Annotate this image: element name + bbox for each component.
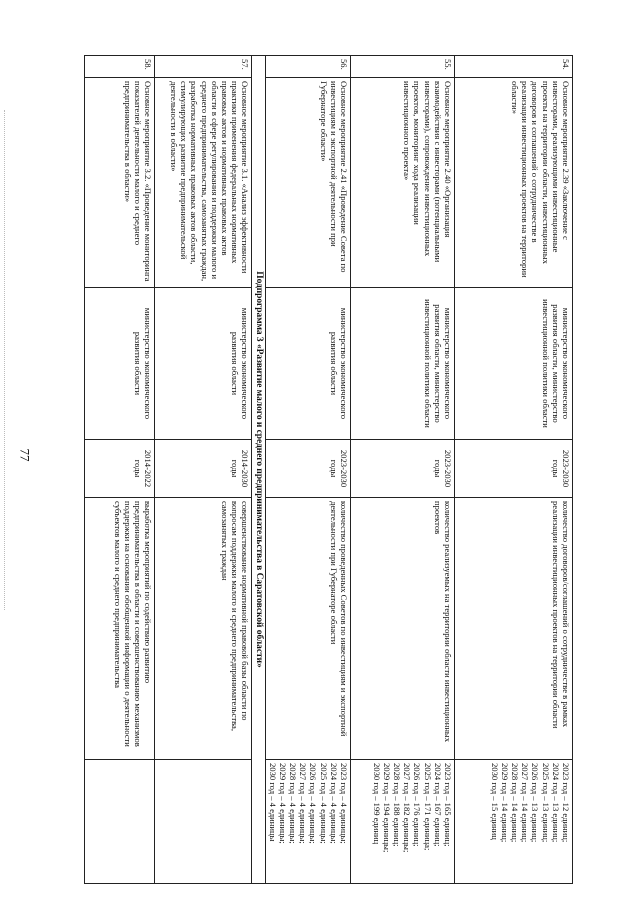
indicator-value: 2026 год – 13 единиц; — [530, 763, 541, 843]
indicator-value: 2025 год – 4 единицы; — [318, 763, 329, 844]
row-number: 55. — [351, 56, 455, 78]
table-row — [85, 56, 155, 884]
row-number: 54. — [455, 56, 573, 78]
indicator-value: 2029 год – 4 единицы; — [277, 763, 288, 844]
indicator-value: 2028 год – 188 единиц; — [391, 763, 402, 847]
table-row — [155, 56, 252, 884]
indicator: совершенствование нормативной правовой базы области по вопросам поддержки малого и среднего предпринимательства, самозанятых граждан — [155, 498, 252, 760]
indicator-value: 2027 год – 14 единиц; — [520, 763, 531, 843]
measure-name: Основное мероприятие 3.1. «Анализ эффективности практики применения федеральных нормативных правовых актов и нормативных правовых актов области в сфере регулирования и поддержки малого и среднего предпринимательства, самозанятых граждан, разработка нормативных правовых актов области, стимулирующих развитие предпринимательской деятельности в области» — [155, 78, 252, 288]
executor: министерство экономического развития области — [155, 288, 252, 440]
indicator-value: 2028 год – 14 единиц; — [509, 763, 520, 843]
indicator-value: 2030 год – 15 единиц — [489, 763, 500, 840]
implementation-years: 2014-2030 годы — [155, 440, 252, 498]
indicator-values — [266, 760, 351, 884]
implementation-years: 2023-2030 годы — [266, 440, 351, 498]
table-row — [351, 56, 455, 884]
indicator-value: 2024 год – 13 единиц; — [550, 763, 561, 843]
page-number: 77 — [17, 448, 33, 462]
indicator-value: 2027 год – 182 единицы; — [402, 763, 413, 853]
row-number: 56. — [266, 56, 351, 78]
implementation-years: 2014-2022 годы — [85, 440, 155, 498]
implementation-years: 2023-2030 годы — [455, 440, 573, 498]
indicator-value: 2025 год – 13 единиц; — [540, 763, 551, 843]
indicator-values — [155, 760, 252, 884]
scan-margin-mark — [4, 110, 6, 610]
measure-name: Основное мероприятие 2.41 «Проведение Совета по инвестициям и экспортной деятельности при Губернаторе области» — [266, 78, 351, 288]
indicator-value: 2026 год – 4 единицы; — [308, 763, 319, 844]
indicator: выработка мероприятий по содействию развитию предпринимательства в области и совершенствованию механизмов поддержки на основании обобщенной информации о деятельности субъектов малого и среднего предпринимательства — [85, 498, 155, 760]
indicator: количество договоров/соглашений о сотрудничестве в рамках реализации инвестиционных проектов на территории области — [455, 498, 573, 760]
indicator-values — [455, 760, 573, 884]
indicator-value: 2029 год – 14 единиц; — [499, 763, 510, 843]
row-number: 57. — [155, 56, 252, 78]
executor: министерство экономического развития области — [266, 288, 351, 440]
measure-name: Основное мероприятие 2.40 «Организация взаимодействия с инвесторами (потенциальными инвесторами), сопровождение инвестиционных проектов, мониторинг хода реализации инвестиционного проекта» — [351, 78, 455, 288]
indicator-value: 2023 год – 12 единиц; — [561, 763, 571, 843]
executor: министерство экономического развития области — [85, 288, 155, 440]
implementation-years: 2023-2030 годы — [351, 440, 455, 498]
indicator-value: 2028 год – 4 единицы; — [287, 763, 298, 844]
indicator-value: 2023 год – 4 единицы; — [339, 763, 349, 844]
indicator-value: 2024 год – 4 единицы; — [328, 763, 339, 844]
executor: министерство экономического развития области, министерство инвестиционной политики области — [455, 288, 573, 440]
subprogram-title: Подпрограмма 3 «Развитие малого и среднего предпринимательства в Саратовской области» — [252, 56, 266, 884]
table-row — [455, 56, 573, 884]
indicator-value: 2030 год – 199 единиц — [371, 763, 382, 845]
indicator: количество проведенных Советов по инвестициям и экспортной деятельности при Губернаторе области — [266, 498, 351, 760]
indicator-values — [85, 760, 155, 884]
indicator-value: 2024 год – 167 единиц; — [432, 763, 443, 847]
indicator-value: 2025 год – 171 единица; — [422, 763, 433, 851]
table-row — [266, 56, 351, 884]
indicator: количество реализуемых на территории области инвестиционных проектов — [351, 498, 455, 760]
measures-table — [84, 55, 573, 884]
measure-name: Основное мероприятие 3.2. «Проведение мониторинга показателей деятельности малого и среднего предпринимательства в области» — [85, 78, 155, 288]
indicator-value: 2027 год – 4 единицы; — [298, 763, 309, 844]
executor: министерство экономического развития области, министерство инвестиционной политики области — [351, 288, 455, 440]
indicator-value: 2030 год – 4 единицы — [267, 763, 278, 842]
row-number: 58. — [85, 56, 155, 78]
indicator-value: 2023 год – 165 единиц; — [443, 763, 453, 847]
subprogram-header-row — [252, 56, 266, 884]
indicator-value: 2029 год – 194 единицы; — [381, 763, 392, 853]
indicator-values — [351, 760, 455, 884]
indicator-value: 2026 год – 176 единиц; — [412, 763, 423, 847]
measure-name: Основное мероприятие 2.39 «Заключение с инвесторами, реализующими инвестиционные проекты на территории области, инвестиционных договоров и соглашений о сотрудничестве в реализации инвестиционных проектов на территории области» — [455, 78, 573, 288]
rotated-table-container — [90, 55, 573, 883]
